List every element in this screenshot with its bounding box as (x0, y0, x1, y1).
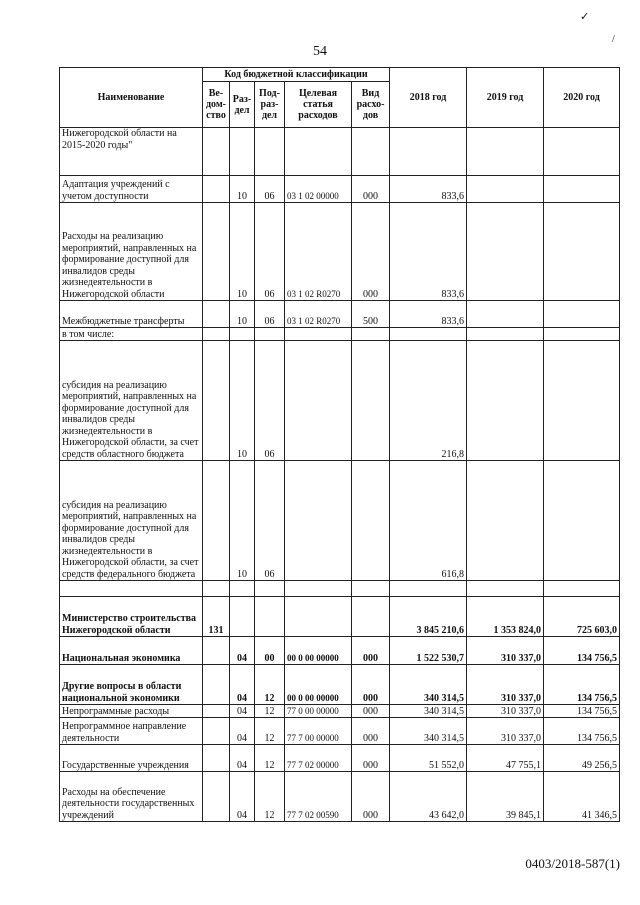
cell-csr: 03 1 02 00000 (285, 176, 352, 203)
cell-2018: 340 314,5 (390, 705, 467, 718)
cell-vid (352, 461, 390, 581)
row-name: в том числе: (60, 328, 203, 341)
cell-2019 (467, 176, 544, 203)
cell-ved (203, 128, 230, 176)
cell-2019: 47 755,1 (467, 745, 544, 772)
row-name: Нижегородской области на 2015-2020 годы" (60, 128, 203, 176)
cell-vid (352, 128, 390, 176)
row-name: Расходы на реализацию мероприятий, направленных на формирование доступной для инвалидов среды жизнедеятельности в Нижегородской области (60, 203, 203, 301)
cell-razdel: 04 (230, 772, 255, 822)
table-row (60, 328, 620, 341)
cell-vid (352, 328, 390, 341)
row-name: Национальная экономика (60, 637, 203, 665)
cell-csr: 00 0 00 00000 (285, 637, 352, 665)
cell-ved (203, 461, 230, 581)
cell-vid: 000 (352, 176, 390, 203)
cell-2019 (467, 461, 544, 581)
cell-razdel: 10 (230, 301, 255, 328)
cell-2018: 616,8 (390, 461, 467, 581)
cell-razdel (230, 128, 255, 176)
cell-razdel: 10 (230, 341, 255, 461)
cell-razdel: 04 (230, 665, 255, 705)
cell-2020: 134 756,5 (544, 705, 620, 718)
cell-2020 (544, 341, 620, 461)
cell-2019: 310 337,0 (467, 665, 544, 705)
row-name: Непрограммное направление деятельности (60, 718, 203, 745)
cell-csr: 77 7 02 00590 (285, 772, 352, 822)
header-2019: 2019 год (467, 68, 544, 128)
header-vid: Вид расхо- дов (352, 82, 390, 128)
row-name: Государственные учреждения (60, 745, 203, 772)
cell-ved (203, 176, 230, 203)
cell-podrazdel: 06 (255, 461, 285, 581)
cell-2019: 39 845,1 (467, 772, 544, 822)
table-row (60, 637, 620, 665)
row-name: Непрограммные расходы (60, 705, 203, 718)
cell-razdel: 04 (230, 718, 255, 745)
cell-csr (285, 597, 352, 637)
cell-2019 (467, 341, 544, 461)
cell-razdel (230, 581, 255, 597)
cell-csr: 00 0 00 00000 (285, 665, 352, 705)
cell-csr: 77 0 00 00000 (285, 705, 352, 718)
cell-2020: 134 756,5 (544, 665, 620, 705)
cell-2018: 340 314,5 (390, 718, 467, 745)
table-row (60, 128, 620, 176)
cell-2020: 134 756,5 (544, 718, 620, 745)
table-row (60, 705, 620, 718)
cell-razdel (230, 328, 255, 341)
header-csr: Целевая статья расходов (285, 82, 352, 128)
cell-razdel: 10 (230, 461, 255, 581)
cell-podrazdel (255, 128, 285, 176)
cell-csr: 77 7 00 00000 (285, 718, 352, 745)
cell-2018: 833,6 (390, 203, 467, 301)
cell-vid: 000 (352, 772, 390, 822)
cell-2020 (544, 128, 620, 176)
table-row (60, 203, 620, 301)
cell-razdel (230, 597, 255, 637)
cell-2020 (544, 203, 620, 301)
header-2018: 2018 год (390, 68, 467, 128)
cell-razdel: 04 (230, 637, 255, 665)
header-razdel: Раз- дел (230, 82, 255, 128)
table-row (60, 461, 620, 581)
cell-ved (203, 203, 230, 301)
cell-podrazdel: 12 (255, 772, 285, 822)
cell-ved (203, 718, 230, 745)
pen-mark-small: / (612, 34, 615, 45)
cell-2018: 216,8 (390, 341, 467, 461)
cell-ved (203, 637, 230, 665)
cell-podrazdel: 00 (255, 637, 285, 665)
cell-csr: 03 1 02 R0270 (285, 203, 352, 301)
cell-podrazdel (255, 597, 285, 637)
table-row (60, 176, 620, 203)
header-name: Наименование (60, 68, 203, 128)
cell-vid: 000 (352, 665, 390, 705)
row-name: Расходы на обеспечение деятельности государственных учреждений (60, 772, 203, 822)
cell-2019: 310 337,0 (467, 637, 544, 665)
cell-podrazdel (255, 328, 285, 341)
cell-podrazdel: 06 (255, 203, 285, 301)
header-ved: Ве- дом- ство (203, 82, 230, 128)
cell-vid: 000 (352, 745, 390, 772)
cell-csr: 03 1 02 R0270 (285, 301, 352, 328)
cell-podrazdel: 12 (255, 705, 285, 718)
cell-2020 (544, 328, 620, 341)
cell-vid: 500 (352, 301, 390, 328)
cell-vid (352, 341, 390, 461)
row-name: Министерство строительства Нижегородской области (60, 597, 203, 637)
header-code-group: Код бюджетной классификации (203, 68, 390, 82)
cell-2020 (544, 176, 620, 203)
cell-csr (285, 328, 352, 341)
cell-vid (352, 597, 390, 637)
row-name: субсидия на реализацию мероприятий, направленных на формирование доступной для инвалидов среды жизнедеятельности в Нижегородской области, за счет средств федерального бюджета (60, 461, 203, 581)
cell-ved (203, 341, 230, 461)
cell-podrazdel: 06 (255, 176, 285, 203)
cell-ved (203, 705, 230, 718)
table-row (60, 772, 620, 822)
pen-mark: ✓ (580, 11, 590, 23)
row-name: Межбюджетные трансферты (60, 301, 203, 328)
cell-podrazdel: 12 (255, 718, 285, 745)
cell-vid: 000 (352, 203, 390, 301)
cell-razdel: 04 (230, 705, 255, 718)
cell-2018 (390, 128, 467, 176)
cell-csr (285, 341, 352, 461)
header-2020: 2020 год (544, 68, 620, 128)
page-number: 54 (313, 44, 327, 59)
row-name: Другие вопросы в области национальной экономики (60, 665, 203, 705)
cell-2018: 3 845 210,6 (390, 597, 467, 637)
cell-2019 (467, 128, 544, 176)
cell-2019: 310 337,0 (467, 705, 544, 718)
document-code: 0403/2018-587(1) (525, 856, 620, 871)
cell-vid: 000 (352, 637, 390, 665)
cell-podrazdel: 06 (255, 301, 285, 328)
cell-2020: 41 346,5 (544, 772, 620, 822)
cell-2018: 51 552,0 (390, 745, 467, 772)
cell-ved (203, 772, 230, 822)
cell-ved (203, 665, 230, 705)
cell-2019 (467, 328, 544, 341)
cell-podrazdel (255, 581, 285, 597)
cell-ved (203, 328, 230, 341)
row-name: субсидия на реализацию мероприятий, направленных на формирование доступной для инвалидов среды жизнедеятельности в Нижегородской области, за счет средств областного бюджета (60, 341, 203, 461)
cell-2019 (467, 301, 544, 328)
cell-2019 (467, 581, 544, 597)
cell-csr (285, 128, 352, 176)
cell-2018: 833,6 (390, 301, 467, 328)
table-row (60, 745, 620, 772)
cell-2019 (467, 203, 544, 301)
cell-2020: 49 256,5 (544, 745, 620, 772)
cell-2018: 1 522 530,7 (390, 637, 467, 665)
cell-ved (203, 301, 230, 328)
cell-2019: 310 337,0 (467, 718, 544, 745)
cell-ved (203, 745, 230, 772)
cell-2018: 43 642,0 (390, 772, 467, 822)
cell-2020 (544, 461, 620, 581)
cell-ved (203, 581, 230, 597)
cell-2020 (544, 581, 620, 597)
cell-2019: 1 353 824,0 (467, 597, 544, 637)
table-row (60, 665, 620, 705)
cell-podrazdel: 06 (255, 341, 285, 461)
cell-2018: 833,6 (390, 176, 467, 203)
cell-razdel: 04 (230, 745, 255, 772)
cell-2020: 134 756,5 (544, 637, 620, 665)
cell-2018 (390, 328, 467, 341)
cell-podrazdel: 12 (255, 745, 285, 772)
cell-podrazdel: 12 (255, 665, 285, 705)
budget-table (59, 67, 620, 822)
cell-razdel: 10 (230, 203, 255, 301)
cell-2020: 725 603,0 (544, 597, 620, 637)
cell-vid: 000 (352, 705, 390, 718)
table-row (60, 301, 620, 328)
cell-vid: 000 (352, 718, 390, 745)
cell-csr (285, 581, 352, 597)
cell-vid (352, 581, 390, 597)
cell-csr (285, 461, 352, 581)
table-row (60, 341, 620, 461)
cell-2018 (390, 581, 467, 597)
cell-2020 (544, 301, 620, 328)
header-podrazdel: Под- раз- дел (255, 82, 285, 128)
row-name: Адаптация учреждений с учетом доступности (60, 176, 203, 203)
cell-2018: 340 314,5 (390, 665, 467, 705)
table-row (60, 581, 620, 597)
row-name (60, 581, 203, 597)
table-row (60, 718, 620, 745)
table-row (60, 597, 620, 637)
cell-razdel: 10 (230, 176, 255, 203)
cell-ved: 131 (203, 597, 230, 637)
cell-csr: 77 7 02 00000 (285, 745, 352, 772)
